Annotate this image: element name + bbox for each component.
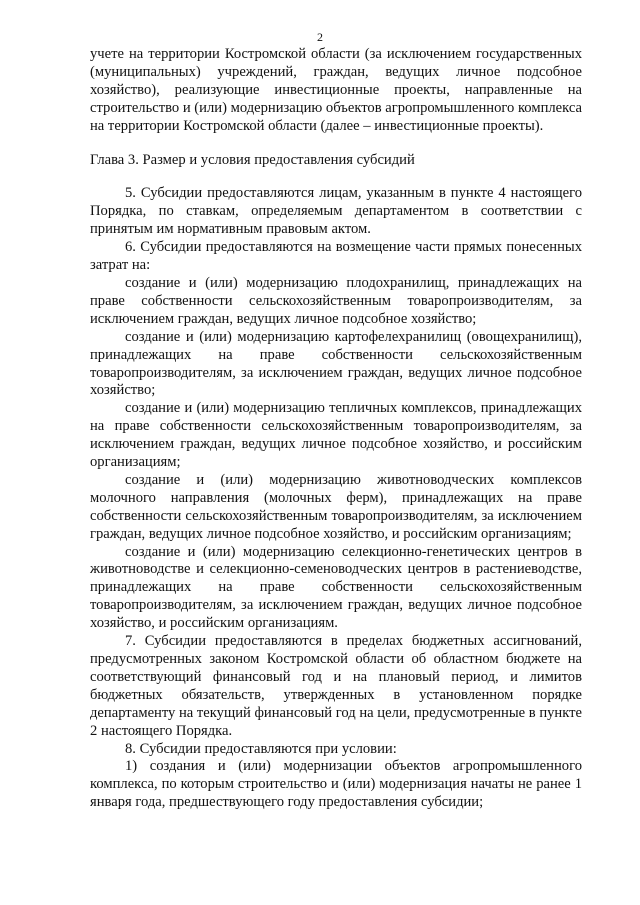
chapter-title: Глава 3. Размер и условия предоставления субсидий (90, 151, 415, 168)
list-item-breeding-centers: создание и (или) модернизацию селекционно-генетических центров в животноводстве и селекционно-семеноводческих центров в растениеводстве, принадлежащих на праве собственности сельскохозяйственным товаропроизводителям, за исключением граждан, ведущих личное подсобное хозяйство, и российским организациям. (90, 543, 582, 632)
list-item-greenhouse: создание и (или) модернизацию тепличных комплексов, принадлежащих на праве собственности сельскохозяйственным товаропроизводителям, за исключением граждан, ведущих личное подсобное хозяйство, и российским организациям; (90, 400, 582, 471)
list-item-dairy-farms: создание и (или) модернизацию животноводческих комплексов молочного направления (молочных ферм), принадлежащих на праве собственности сельскохозяйственным товаропроизводителям, за исключением граждан, ведущих личное подсобное хозяйство, и российским организациям; (90, 471, 582, 542)
page-number: 2 (317, 30, 323, 44)
paragraph-7: 7. Субсидии предоставляются в пределах бюджетных ассигнований, предусмотренных законом Костромской области об областном бюджете на соответствующий финансовый год и на плановый период, и лимитов бюджетных обязательств, утвержденных в установленном порядке департаменту на текущий финансовый год на цели, предусмотренные в пункте 2 настоящего Порядка. (90, 633, 582, 739)
paragraph-5: 5. Субсидии предоставляются лицам, указанным в пункте 4 настоящего Порядка, по ставкам, определяемым департаментом в соответствии с принятым им нормативным правовым актом. (90, 185, 582, 238)
intro-paragraph: учете на территории Костромской области (за исключением государственных (муниципальных) учреждений, граждан, ведущих личное подсобное хозяйство), реализующие инвестиционные проекты, направленные на строительство и (или) модернизацию объектов агропромышленного комплекса на территории Костромской области (далее – инвестиционные проекты). (90, 46, 582, 134)
condition-1: 1) создания и (или) модернизации объектов агропромышленного комплекса, по которым строительство и (или) модернизация начаты не ранее 1 января года, предшествующего году предоставления субсидии; (90, 758, 582, 811)
document-body (90, 46, 582, 812)
paragraph-6: 6. Субсидии предоставляются на возмещение части прямых понесенных затрат на: (90, 239, 582, 274)
list-item-fruit-storage: создание и (или) модернизацию плодохранилищ, принадлежащих на праве собственности сельскохозяйственным товаропроизводителям, за исключением граждан, ведущих личное подсобное хозяйство; (90, 274, 582, 327)
list-item-potato-storage: создание и (или) модернизацию картофелехранилищ (овощехранилищ), принадлежащих на праве собственности сельскохозяйственным товаропроизводителям, за исключением граждан, ведущих личное подсобное хозяйство; (90, 328, 582, 399)
paragraph-8: 8. Субсидии предоставляются при условии: (125, 740, 397, 757)
